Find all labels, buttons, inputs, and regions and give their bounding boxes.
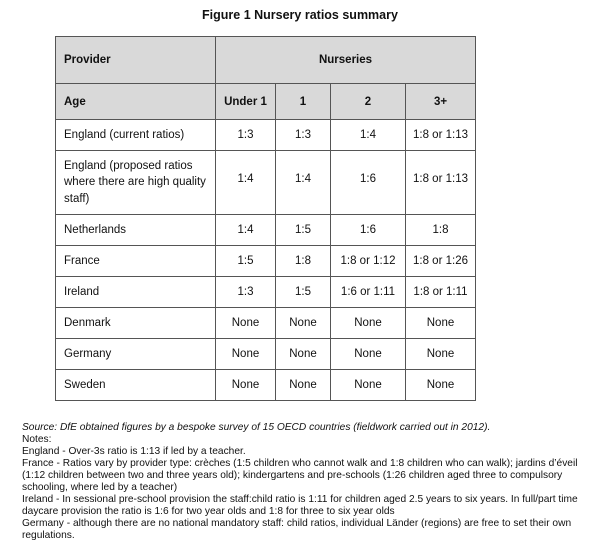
table-header-row [56, 37, 476, 84]
ratio-cell: 1:6 [331, 215, 406, 246]
provider-cell: Ireland [56, 277, 216, 308]
ratio-cell: None [216, 339, 276, 370]
provider-cell: France [56, 246, 216, 277]
table-row [56, 370, 476, 401]
note-item: Germany - although there are no national mandatory staff: child ratios, individual Länder (regions) are free to set their own regulations. [22, 518, 572, 541]
provider-cell: England (proposed ratios where there are high quality staff) [56, 151, 216, 215]
ratio-cell: 1:8 or 1:13 [406, 120, 476, 151]
notes-section [22, 422, 582, 542]
ratio-cell: None [331, 308, 406, 339]
ratio-cell: 1:4 [331, 120, 406, 151]
notes-heading: Notes: [22, 434, 52, 445]
table-row [56, 339, 476, 370]
ratio-cell: 1:5 [216, 246, 276, 277]
figure-title: Figure 1 Nursery ratios summary [202, 8, 398, 22]
provider-cell: Netherlands [56, 215, 216, 246]
provider-cell: Germany [56, 339, 216, 370]
ratio-cell: 1:6 [331, 151, 406, 215]
ratio-cell: None [276, 308, 331, 339]
ratio-cell: 1:6 or 1:11 [331, 277, 406, 308]
ratio-cell: 1:5 [276, 277, 331, 308]
ratio-cell: 1:8 [276, 246, 331, 277]
table-row [56, 151, 476, 215]
age-column-header: 3+ [406, 84, 476, 120]
note-item: France - Ratios vary by provider type: crèches (1:5 children who cannot walk and 1:8 children who can walk); jardins d’éveil (1:12 children between two and three years old); kindergartens and pre-schools (1:26 children aged three to compulsory schooling, where led by a teacher) [22, 458, 578, 493]
ratio-cell: None [331, 370, 406, 401]
nurseries-header: Nurseries [216, 37, 476, 84]
table-row [56, 308, 476, 339]
ratio-cell: None [331, 339, 406, 370]
ratio-cell: None [216, 370, 276, 401]
ratio-cell: 1:3 [216, 120, 276, 151]
ratio-cell: None [276, 370, 331, 401]
age-column-header: 2 [331, 84, 406, 120]
ratio-cell: 1:3 [216, 277, 276, 308]
ratio-cell: 1:4 [216, 215, 276, 246]
table-row [56, 277, 476, 308]
provider-cell: Denmark [56, 308, 216, 339]
provider-cell: Sweden [56, 370, 216, 401]
ratio-cell: 1:5 [276, 215, 331, 246]
ratio-cell: None [406, 370, 476, 401]
age-column-header: 1 [276, 84, 331, 120]
ratio-cell: 1:8 or 1:13 [406, 151, 476, 215]
ratio-cell: 1:8 or 1:11 [406, 277, 476, 308]
table-row [56, 246, 476, 277]
note-item: England - Over-3s ratio is 1:13 if led by a teacher. [22, 446, 246, 457]
table-row [56, 215, 476, 246]
ratio-cell: None [276, 339, 331, 370]
ratio-cell: 1:3 [276, 120, 331, 151]
ratio-cell: None [406, 339, 476, 370]
ratio-cell: None [406, 308, 476, 339]
age-column-header: Under 1 [216, 84, 276, 120]
ratio-cell: 1:8 or 1:26 [406, 246, 476, 277]
nursery-ratios-table [55, 36, 476, 401]
ratio-cell: 1:4 [276, 151, 331, 215]
ratio-cell: 1:4 [216, 151, 276, 215]
source-note: Source: DfE obtained figures by a bespoke survey of 15 OECD countries (fieldwork carried out in 2012). [22, 422, 491, 433]
provider-header: Provider [56, 37, 216, 84]
ratio-cell: None [216, 308, 276, 339]
ratio-cell: 1:8 [406, 215, 476, 246]
ratio-cell: 1:8 or 1:12 [331, 246, 406, 277]
table-row [56, 120, 476, 151]
provider-cell: England (current ratios) [56, 120, 216, 151]
note-item: Ireland - In sessional pre-school provision the staff:child ratio is 1:11 for children aged 2.5 years to six years. In full/part time daycare provision the ratio is 1:6 for two year olds and 1:8 for three to six year olds [22, 494, 578, 517]
age-header-row [56, 84, 476, 120]
age-header: Age [56, 84, 216, 120]
